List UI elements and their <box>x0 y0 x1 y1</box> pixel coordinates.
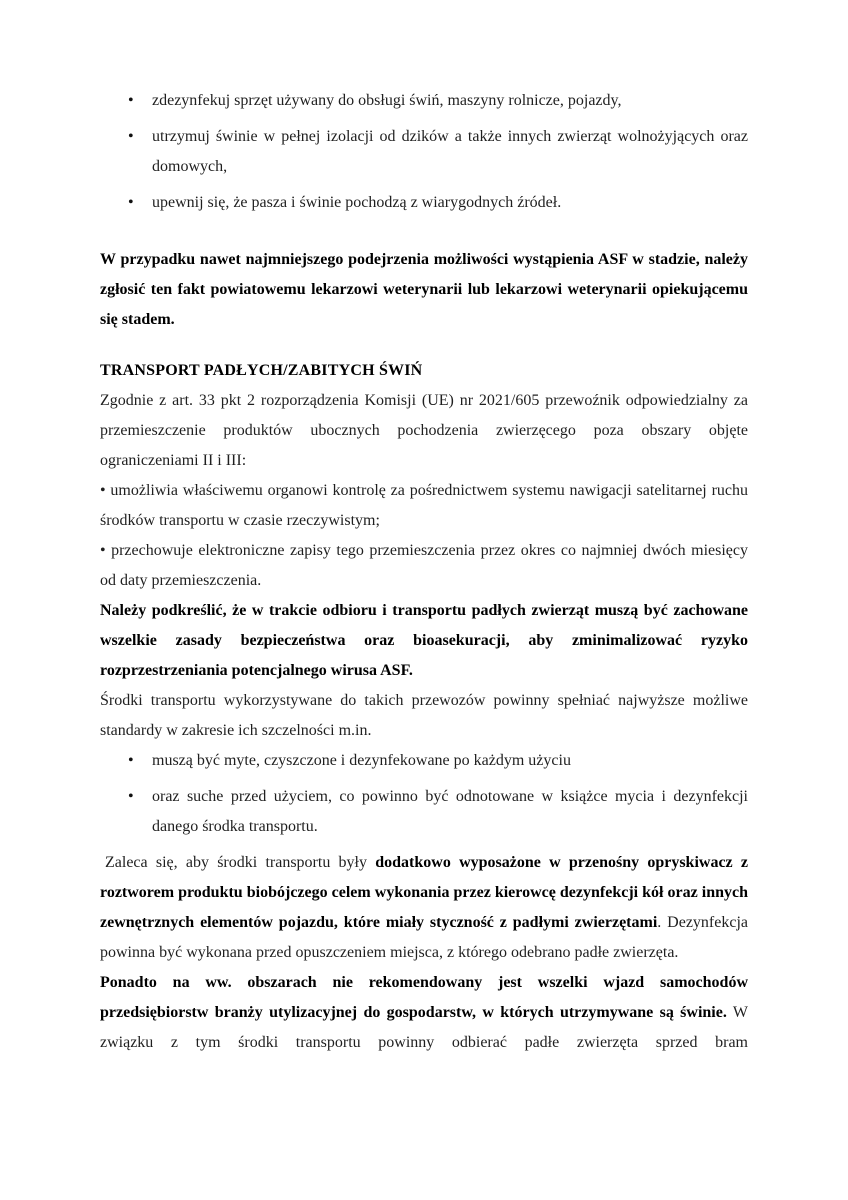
text-run: Należy podkreślić, że w trakcie odbioru i transportu padłych zwierząt muszą być zachowane wszelkie zasady bezpieczeństwa oraz bioasekuracji, aby zminimalizować ryzyko rozprzestrzeniania potencjalnego wirusa ASF. <box>100 602 748 679</box>
transport-standards-paragraph <box>100 686 748 746</box>
text-run: muszą być myte, czyszczone i dezynfekowane po każdym użyciu <box>152 752 571 769</box>
text-run: • umożliwia właściwemu organowi kontrolę za pośrednictwem systemu nawigacji satelitarnej ruchu środków transportu w czasie rzeczywistym; <box>100 482 748 529</box>
biosecurity-measures-list <box>100 86 748 218</box>
text-run: . Dezynfekcja powinna być wykonana przed opuszczeniem miejsca, z którego odebrano padłe zwierzęta. <box>100 914 748 961</box>
regulation-point-1-paragraph <box>100 476 748 536</box>
text-run: utrzymuj świnie w pełnej izolacji od dzików a także innych zwierząt wolnożyjących oraz domowych, <box>152 128 748 175</box>
text-run: Ponadto na ww. obszarach nie rekomendowany jest wszelki wjazd samochodów przedsiębiorstw branży utylizacyjnej do gospodarstw, w których utrzymywane są świnie. <box>100 974 748 1021</box>
text-run: zdezynfekuj sprzęt używany do obsługi świń, maszyny rolnicze, pojazdy, <box>152 92 622 109</box>
text-run: W przypadku nawet najmniejszego podejrzenia możliwości wystąpienia ASF w stadzie, należy zgłosić ten fakt powiatowemu lekarzowi weterynarii lub lekarzowi weterynarii opiekującemu się stadem. <box>100 251 748 328</box>
list-item <box>152 782 748 842</box>
transport-section-heading <box>100 356 748 386</box>
text-run: upewnij się, że pasza i świnie pochodzą z wiarygodnych źródeł. <box>152 194 562 211</box>
text-run: TRANSPORT PADŁYCH/ZABITYCH ŚWIŃ <box>100 362 423 379</box>
text-run: Zaleca się, aby środki transportu były <box>105 854 376 871</box>
gap-1 <box>100 224 748 245</box>
transport-requirements-list <box>100 746 748 842</box>
asf-report-warning-paragraph <box>100 245 748 335</box>
list-item <box>152 122 748 182</box>
text-run: Środki transportu wykorzystywane do takich przewozów powinny spełniać najwyższe możliwe standardy w zakresie ich szczelności m.in. <box>100 692 748 739</box>
text-run: W związku z tym środki transportu powinny odbierać padłe zwierzęta sprzed bram <box>100 1004 748 1051</box>
biosecurity-emphasis-paragraph <box>100 596 748 686</box>
list-item <box>152 188 748 218</box>
document-content <box>100 86 748 1058</box>
text-run: dodatkowo wyposażone w przenośny opryskiwacz z roztworem produktu biobójczego celem wykonania przez kierowcę dezynfekcji kół oraz innych zewnętrznych elementów pojazdu, które miały styczność z padłymi zwierzętami <box>100 854 748 931</box>
text-run: oraz suche przed użyciem, co powinno być odnotowane w książce mycia i dezynfekcji danego środka transportu. <box>152 788 748 835</box>
list-item <box>152 746 748 776</box>
utilization-vehicles-paragraph <box>100 968 748 1058</box>
regulation-point-2-paragraph <box>100 536 748 596</box>
regulation-intro-paragraph <box>100 386 748 476</box>
sprayer-recommendation-paragraph <box>100 848 748 968</box>
list-item <box>152 86 748 116</box>
text-run: Zgodnie z art. 33 pkt 2 rozporządzenia Komisji (UE) nr 2021/605 przewoźnik odpowiedzialny za przemieszczenie produktów ubocznych pochodzenia zwierzęcego poza obszary objęte ograniczeniami II i III: <box>100 392 748 469</box>
text-run: • przechowuje elektroniczne zapisy tego przemieszczenia przez okres co najmniej dwóch miesięcy od daty przemieszczenia. <box>100 542 748 589</box>
gap-2 <box>100 335 748 356</box>
